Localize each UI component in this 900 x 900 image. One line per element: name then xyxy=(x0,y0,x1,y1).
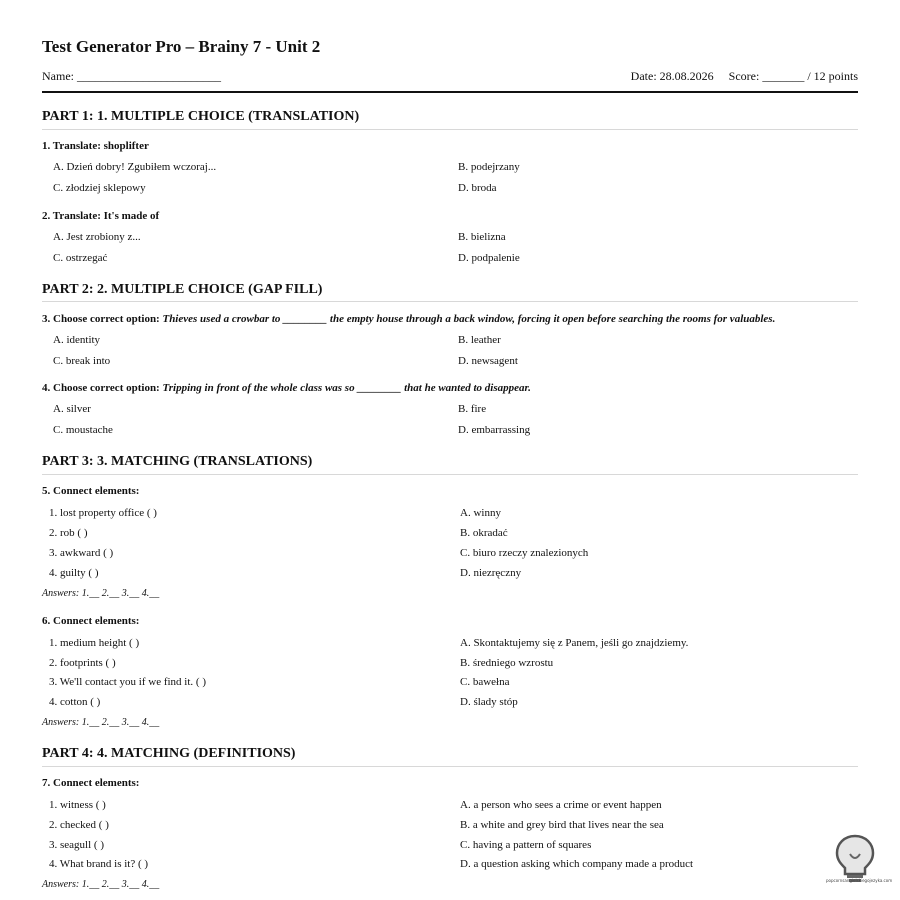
question-4-option-c: C. moustache xyxy=(53,424,113,436)
question-3-option-b: B. leather xyxy=(458,334,501,346)
question-6-left-4: 4. cotton ( ) xyxy=(49,696,101,708)
question-5-left-2: 2. rob ( ) xyxy=(49,527,88,539)
question-1-option-c: C. złodziej sklepowy xyxy=(53,182,146,194)
question-7-right-c: C. having a pattern of squares xyxy=(460,839,592,851)
question-2-option-b: B. bielizna xyxy=(458,231,506,243)
question-7-left-2: 2. checked ( ) xyxy=(49,819,109,831)
part-2-title: PART 2: 2. MULTIPLE CHOICE (GAP FILL) xyxy=(42,282,323,297)
question-4-prompt: 4. Choose correct option: xyxy=(42,382,160,394)
question-5-title: 5. Connect elements: xyxy=(42,485,140,497)
question-6-title: 6. Connect elements: xyxy=(42,615,140,627)
question-6-right-d: D. ślady stóp xyxy=(460,696,518,708)
question-7-left-1: 1. witness ( ) xyxy=(49,799,106,811)
question-6-answers: Answers: 1.__ 2.__ 3.__ 4.__ xyxy=(42,717,160,728)
name-field: Name: ________________________ xyxy=(42,69,221,83)
question-6-right-c: C. bawełna xyxy=(460,676,510,688)
part-1-title: PART 1: 1. MULTIPLE CHOICE (TRANSLATION) xyxy=(42,109,360,124)
question-3-option-a: A. identity xyxy=(53,334,101,346)
page-title: Test Generator Pro – Brainy 7 - Unit 2 xyxy=(42,37,321,56)
question-5-answers: Answers: 1.__ 2.__ 3.__ 4.__ xyxy=(42,588,160,599)
question-2-option-c: C. ostrzegać xyxy=(53,252,108,264)
question-1-option-d: D. broda xyxy=(458,182,497,194)
question-7-right-d: D. a question asking which company made a product xyxy=(460,858,694,870)
question-7-right-b: B. a white and grey bird that lives near the sea xyxy=(460,819,664,831)
question-3-option-d: D. newsagent xyxy=(458,355,518,367)
question-7-left-3: 3. seagull ( ) xyxy=(49,839,104,851)
question-4-sentence: Tripping in front of the whole class was so ________ that he wanted to disappear. xyxy=(162,382,531,394)
header-divider xyxy=(42,91,858,93)
part-1-divider xyxy=(42,129,858,130)
part-4-divider xyxy=(42,766,858,767)
question-6-right-b: B. średniego wzrostu xyxy=(460,657,554,669)
question-4-option-b: B. fire xyxy=(458,403,487,415)
question-7-title: 7. Connect elements: xyxy=(42,777,140,789)
question-6-left-1: 1. medium height ( ) xyxy=(49,637,140,649)
question-5-right-b: B. okradać xyxy=(460,527,508,539)
question-5-left-1: 1. lost property office ( ) xyxy=(49,507,157,519)
question-4-option-a: A. silver xyxy=(53,403,91,415)
question-6-right-a: A. Skontaktujemy się z Panem, jeśli go znajdziemy. xyxy=(460,637,689,649)
score-label: Score: _______ / 12 points xyxy=(728,69,858,83)
question-3-title xyxy=(42,313,775,325)
question-7-right-a: A. a person who sees a crime or event happen xyxy=(460,799,662,811)
question-3-option-c: C. break into xyxy=(53,355,111,367)
part-3-divider xyxy=(42,474,858,475)
part-3-title: PART 3: 3. MATCHING (TRANSLATIONS) xyxy=(42,454,313,469)
logo-text: popcornsangielskiegojezyka.com xyxy=(826,878,893,883)
question-4-option-d: D. embarrassing xyxy=(458,424,531,436)
question-5-right-d: D. niezręczny xyxy=(460,567,522,579)
question-5-right-a: A. winny xyxy=(460,507,501,519)
date-score xyxy=(631,69,858,84)
question-6-left-3: 3. We'll contact you if we find it. ( ) xyxy=(49,676,206,688)
question-7-answers: Answers: 1.__ 2.__ 3.__ 4.__ xyxy=(42,879,160,890)
question-1-option-b: B. podejrzany xyxy=(458,161,520,173)
question-7-left-4: 4. What brand is it? ( ) xyxy=(49,858,149,870)
question-3-prompt: 3. Choose correct option: xyxy=(42,313,160,325)
question-5-left-3: 3. awkward ( ) xyxy=(49,547,114,559)
question-4-title xyxy=(42,382,531,394)
question-2-title: 2. Translate: It's made of xyxy=(42,210,160,222)
part-4-title: PART 4: 4. MATCHING (DEFINITIONS) xyxy=(42,746,296,761)
question-2-option-a: A. Jest zrobiony z... xyxy=(53,231,141,243)
question-1-title: 1. Translate: shoplifter xyxy=(42,140,149,152)
question-3-sentence: Thieves used a crowbar to ________ the empty house through a back window, forcing it open before searching the rooms for valuables. xyxy=(162,313,776,325)
question-2-option-d: D. podpalenie xyxy=(458,252,520,264)
lightbulb-logo-icon xyxy=(826,832,893,884)
question-6-left-2: 2. footprints ( ) xyxy=(49,657,116,669)
date-label: Date: 28.08.2026 xyxy=(630,69,714,83)
question-1-option-a: A. Dzień dobry! Zgubiłem wczoraj... xyxy=(53,161,217,173)
question-5-left-4: 4. guilty ( ) xyxy=(49,567,99,579)
question-5-right-c: C. biuro rzeczy znalezionych xyxy=(460,547,589,559)
part-2-divider xyxy=(42,301,858,302)
